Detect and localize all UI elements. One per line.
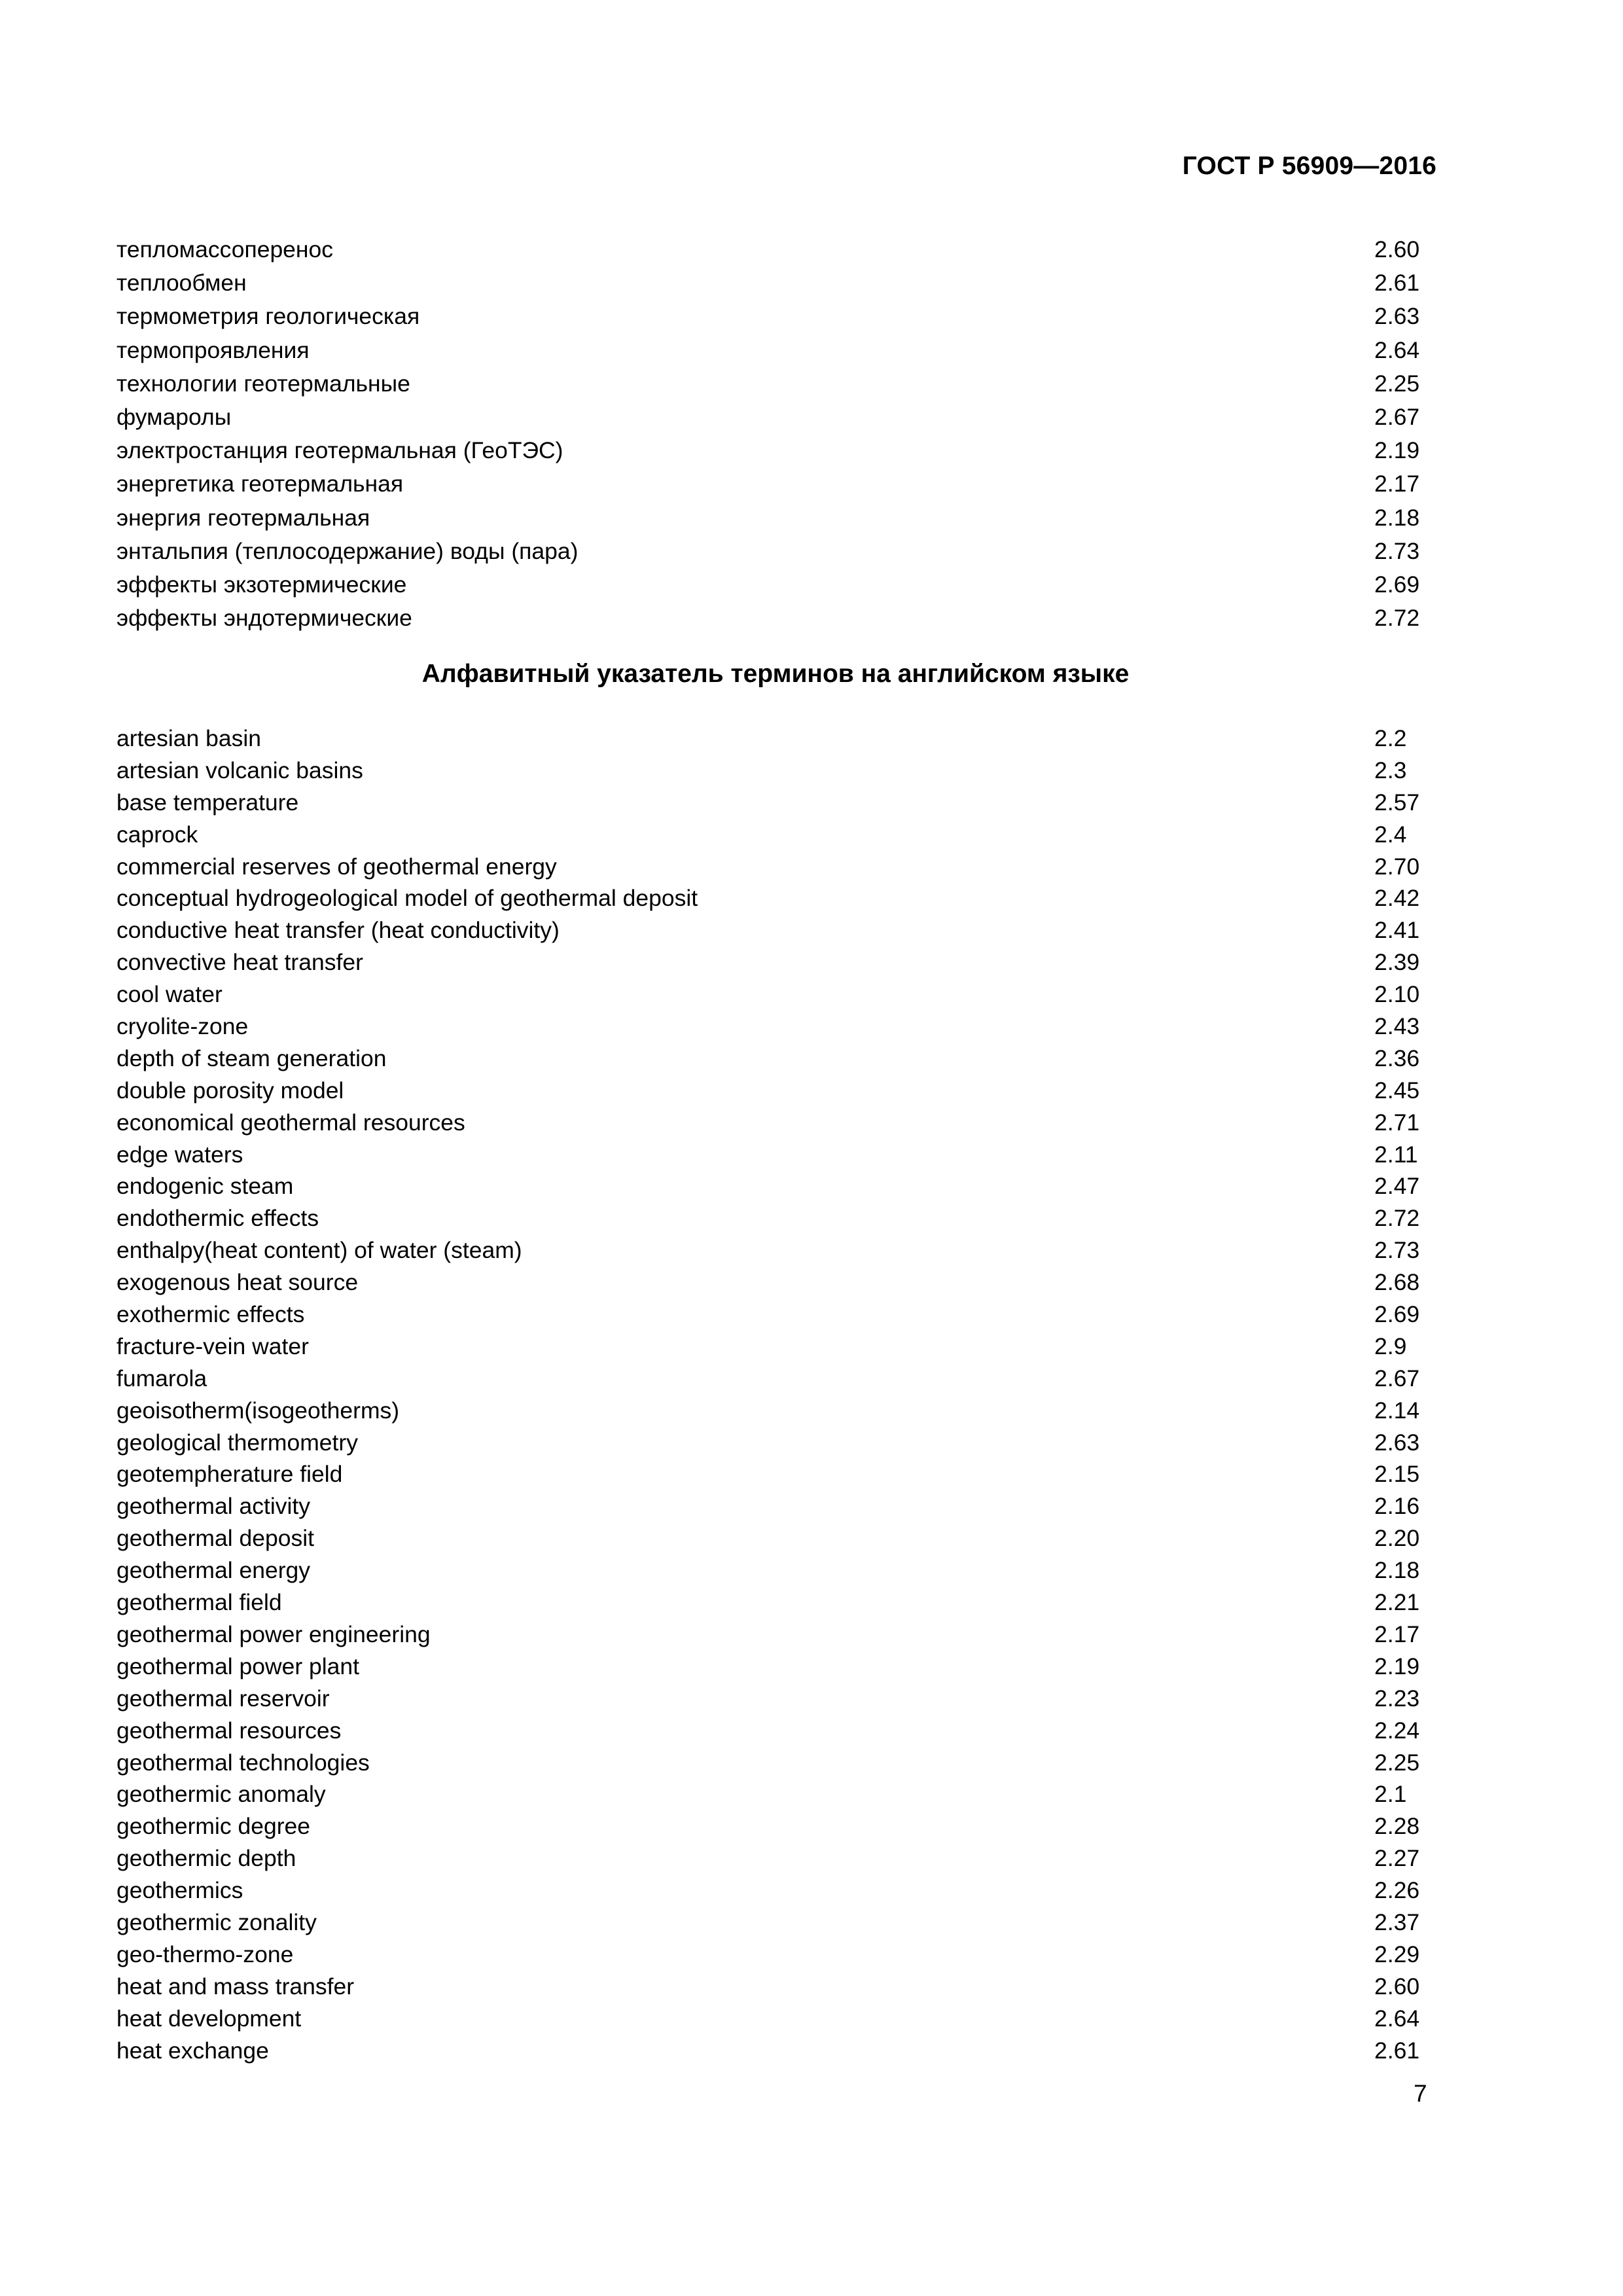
index-reference-number: 2.69 (1374, 571, 1420, 598)
index-term: geothermal energy (116, 1557, 311, 1584)
index-entry (116, 882, 1432, 914)
index-term: depth of steam generation (116, 1045, 387, 1071)
english-index-heading: Алфавитный указатель терминов на английском языке (421, 660, 1130, 688)
index-reference-number: 2.73 (1374, 537, 1420, 564)
index-reference-number: 2.9 (1374, 1333, 1407, 1359)
index-term: cool water (116, 981, 223, 1008)
index-term: convective heat transfer (116, 949, 363, 976)
index-term: теплообмен (116, 270, 247, 296)
index-reference-number: 2.3 (1374, 757, 1407, 783)
index-entry (116, 1651, 1432, 1683)
index-entry (116, 1363, 1432, 1395)
index-entry (116, 2003, 1432, 2035)
index-term: технологии геотермальные (116, 370, 410, 397)
index-entry (116, 1554, 1432, 1587)
index-entry (116, 1619, 1432, 1651)
index-entry (116, 851, 1432, 883)
index-term: geothermal deposit (116, 1525, 314, 1552)
index-term: энергетика геотермальная (116, 471, 404, 497)
index-term: endogenic steam (116, 1173, 294, 1200)
index-reference-number: 2.18 (1374, 1557, 1420, 1584)
index-entry (116, 1874, 1432, 1907)
index-term: base temperature (116, 789, 299, 816)
index-term: geotempherature field (116, 1461, 343, 1488)
index-reference-number: 2.57 (1374, 789, 1420, 816)
index-term: exothermic effects (116, 1301, 305, 1328)
index-entry (116, 1043, 1432, 1075)
index-reference-number: 2.24 (1374, 1717, 1420, 1744)
index-term: double porosity model (116, 1077, 344, 1103)
index-term: термопроявления (116, 336, 310, 363)
index-entry (116, 1266, 1432, 1299)
index-reference-number: 2.70 (1374, 853, 1420, 880)
index-term: энтальпия (теплосодержание) воды (пара) (116, 537, 579, 564)
index-reference-number: 2.19 (1374, 437, 1420, 464)
index-reference-number: 2.72 (1374, 1205, 1420, 1232)
index-term: heat and mass transfer (116, 1973, 355, 2000)
index-entry (116, 946, 1432, 978)
index-reference-number: 2.60 (1374, 1973, 1420, 2000)
index-term: commercial reserves of geothermal energy (116, 853, 557, 880)
index-entry (116, 233, 1432, 266)
index-entry (116, 978, 1432, 1011)
index-entry (116, 568, 1432, 601)
index-reference-number: 2.73 (1374, 1237, 1420, 1264)
index-term: geothermal power plant (116, 1653, 359, 1679)
index-term: heat development (116, 2005, 302, 2032)
index-reference-number: 2.14 (1374, 1397, 1420, 1424)
index-reference-number: 2.69 (1374, 1301, 1420, 1328)
index-term: conductive heat transfer (heat conductivity) (116, 917, 560, 944)
index-term: geothermics (116, 1877, 243, 1904)
index-term: edge waters (116, 1141, 243, 1168)
index-reference-number: 2.25 (1374, 370, 1420, 397)
index-reference-number: 2.67 (1374, 1365, 1420, 1391)
index-reference-number: 2.64 (1374, 336, 1420, 363)
index-entry (116, 2035, 1432, 2067)
index-term: geothermal resources (116, 1717, 342, 1744)
index-reference-number: 2.20 (1374, 1525, 1420, 1552)
index-reference-number: 2.43 (1374, 1013, 1420, 1040)
index-entry (116, 1939, 1432, 1971)
index-term: artesian basin (116, 725, 262, 751)
index-term: cryolite-zone (116, 1013, 249, 1040)
index-term: термометрия геологическая (116, 303, 420, 330)
index-entry (116, 1458, 1432, 1490)
index-entry (116, 1202, 1432, 1234)
index-term: эффекты экзотермические (116, 571, 407, 598)
index-term: электростанция геотермальная (ГеоТЭС) (116, 437, 563, 464)
index-reference-number: 2.2 (1374, 725, 1407, 751)
index-term: geological thermometry (116, 1429, 358, 1456)
index-entry (116, 401, 1432, 434)
index-entry (116, 1778, 1432, 1810)
index-entry (116, 300, 1432, 333)
index-term: geothermal power engineering (116, 1621, 431, 1647)
index-term: geothermal activity (116, 1493, 310, 1520)
index-entry (116, 1234, 1432, 1266)
index-entry (116, 1715, 1432, 1747)
index-entry (116, 1395, 1432, 1427)
index-term: geothermal reservoir (116, 1685, 330, 1712)
index-reference-number: 2.45 (1374, 1077, 1420, 1103)
index-entry (116, 755, 1432, 787)
index-entry (116, 787, 1432, 819)
index-term: artesian volcanic basins (116, 757, 363, 783)
index-entry (116, 601, 1432, 635)
index-reference-number: 2.15 (1374, 1461, 1420, 1488)
index-term: geothermic anomaly (116, 1781, 326, 1808)
index-reference-number: 2.37 (1374, 1909, 1420, 1935)
index-entry (116, 1139, 1432, 1171)
index-entry (116, 535, 1432, 568)
index-entry (116, 723, 1432, 755)
index-reference-number: 2.4 (1374, 821, 1407, 848)
index-reference-number: 2.18 (1374, 504, 1420, 531)
index-term: heat exchange (116, 2037, 269, 2064)
index-reference-number: 2.60 (1374, 236, 1420, 262)
index-term: geoisotherm(isogeotherms) (116, 1397, 400, 1424)
index-reference-number: 2.1 (1374, 1781, 1407, 1808)
index-term: enthalpy(heat content) of water (steam) (116, 1237, 522, 1264)
index-reference-number: 2.25 (1374, 1749, 1420, 1776)
index-term: conceptual hydrogeological model of geothermal deposit (116, 885, 698, 912)
index-reference-number: 2.10 (1374, 981, 1420, 1008)
index-reference-number: 2.16 (1374, 1493, 1420, 1520)
index-entry (116, 1331, 1432, 1363)
index-entry (116, 334, 1432, 367)
index-reference-number: 2.39 (1374, 949, 1420, 976)
index-term: geo-thermo-zone (116, 1941, 294, 1967)
index-reference-number: 2.63 (1374, 1429, 1420, 1456)
index-term: endothermic effects (116, 1205, 319, 1232)
index-reference-number: 2.68 (1374, 1269, 1420, 1296)
document-code-header: ГОСТ Р 56909—2016 (1182, 152, 1436, 180)
index-reference-number: 2.19 (1374, 1653, 1420, 1679)
index-reference-number: 2.64 (1374, 2005, 1420, 2032)
index-term: economical geothermal resources (116, 1109, 465, 1136)
index-term: geothermal field (116, 1589, 282, 1616)
index-entry (116, 1490, 1432, 1522)
index-reference-number: 2.63 (1374, 303, 1420, 330)
index-reference-number: 2.26 (1374, 1877, 1420, 1904)
index-entry (116, 1683, 1432, 1715)
index-reference-number: 2.27 (1374, 1845, 1420, 1872)
index-entry (116, 1522, 1432, 1554)
index-reference-number: 2.36 (1374, 1045, 1420, 1071)
index-term: fracture-vein water (116, 1333, 309, 1359)
index-term: exogenous heat source (116, 1269, 359, 1296)
index-reference-number: 2.23 (1374, 1685, 1420, 1712)
index-entry (116, 367, 1432, 401)
index-entry (116, 1299, 1432, 1331)
index-entry (116, 1427, 1432, 1459)
index-reference-number: 2.41 (1374, 917, 1420, 944)
index-reference-number: 2.71 (1374, 1109, 1420, 1136)
index-reference-number: 2.61 (1374, 270, 1420, 296)
index-entry (116, 1170, 1432, 1202)
index-entry (116, 1011, 1432, 1043)
index-reference-number: 2.11 (1374, 1141, 1418, 1168)
index-term: энергия геотермальная (116, 504, 370, 531)
index-entry (116, 1075, 1432, 1107)
page-number: 7 (1414, 2080, 1427, 2107)
index-reference-number: 2.17 (1374, 471, 1420, 497)
index-reference-number: 2.72 (1374, 605, 1420, 632)
index-term: geothermal technologies (116, 1749, 370, 1776)
english-term-index-list (116, 723, 1432, 2066)
index-term: geothermic depth (116, 1845, 296, 1872)
index-term: fumarola (116, 1365, 207, 1391)
index-term: caprock (116, 821, 198, 848)
index-entry (116, 914, 1432, 946)
index-entry (116, 819, 1432, 851)
index-term: тепломассоперенос (116, 236, 334, 262)
index-term: geothermic degree (116, 1813, 311, 1840)
index-reference-number: 2.28 (1374, 1813, 1420, 1840)
index-reference-number: 2.29 (1374, 1941, 1420, 1967)
index-entry (116, 1107, 1432, 1139)
index-entry (116, 266, 1432, 300)
index-term: эффекты эндотермические (116, 605, 412, 632)
index-entry (116, 1907, 1432, 1939)
index-reference-number: 2.47 (1374, 1173, 1420, 1200)
index-entry (116, 1842, 1432, 1874)
index-entry (116, 501, 1432, 535)
index-entry (116, 1587, 1432, 1619)
index-reference-number: 2.21 (1374, 1589, 1420, 1616)
index-reference-number: 2.61 (1374, 2037, 1420, 2064)
index-entry (116, 434, 1432, 467)
russian-term-index-list (116, 233, 1432, 635)
index-entry (116, 1810, 1432, 1842)
index-entry (116, 1747, 1432, 1779)
index-reference-number: 2.67 (1374, 403, 1420, 430)
index-reference-number: 2.17 (1374, 1621, 1420, 1647)
index-term: geothermic zonality (116, 1909, 317, 1935)
index-reference-number: 2.42 (1374, 885, 1420, 912)
index-term: фумаролы (116, 403, 232, 430)
index-entry (116, 1971, 1432, 2003)
index-entry (116, 467, 1432, 501)
